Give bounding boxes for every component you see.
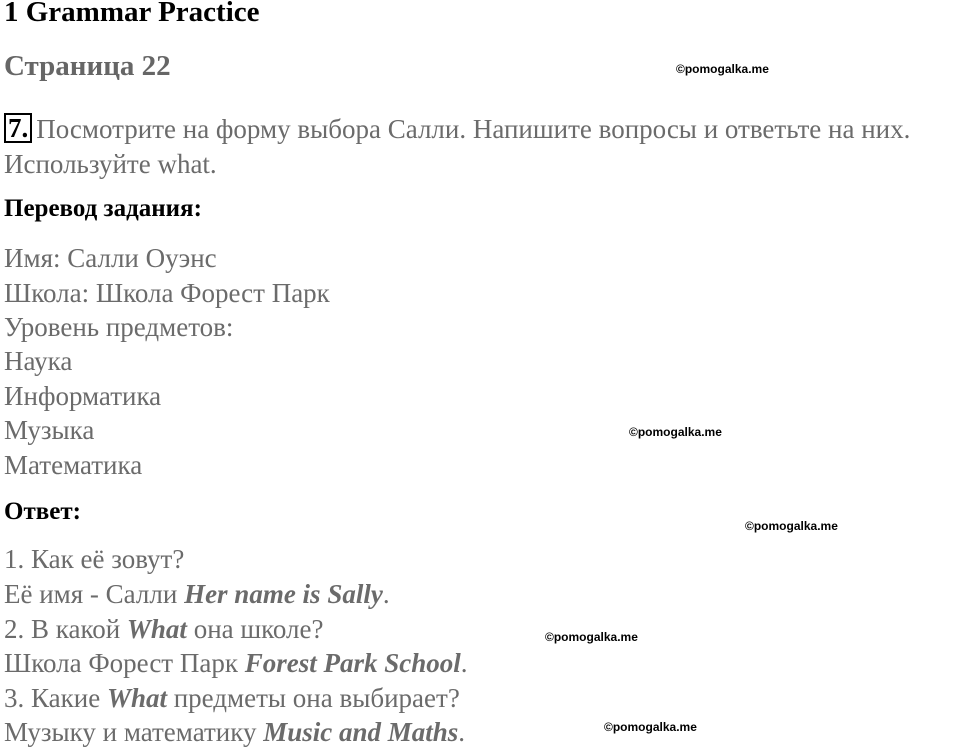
page-number: Страница 22 [4,50,171,82]
page-title: 1 Grammar Practice [4,0,260,28]
task-number: 7. [4,113,32,143]
translation-line: Наука [4,346,73,376]
task-instruction: Посмотрите на форму выбора Салли. Напишите вопросы и ответьте на них. Используйте what. [4,114,911,179]
watermark: ©pomogalka.me [629,425,722,439]
translation-line: Математика [4,450,143,480]
answer-line: Её имя - Салли Her name is Sally. [4,579,390,609]
translation-line: Уровень предметов: [4,312,234,342]
answer-line: Музыку и математику Music and Maths. [4,717,466,747]
english-answer: What [106,683,167,713]
translation-line: Школа: Школа Форест Парк [4,278,330,308]
answer-line: 3. Какие What предметы она выбирает? [4,683,460,713]
answer-line: Школа Форест Парк Forest Park School. [4,648,468,678]
translation-line: Имя: Салли Оуэнс [4,243,217,273]
english-answer: What [126,614,187,644]
watermark: ©pomogalka.me [676,62,769,76]
english-answer: Music and Maths [263,717,459,747]
answer-line: 2. В какой What она школе? [4,614,324,644]
answer-line: 1. Как её зовут? [4,544,185,574]
answer-heading: Ответ: [4,498,81,525]
translation-line: Информатика [4,381,162,411]
translation-heading: Перевод задания: [4,195,202,222]
watermark: ©pomogalka.me [545,630,638,644]
english-answer: Her name is Sally [184,579,383,609]
english-answer: Forest Park School [244,648,461,678]
translation-line: Музыка [4,415,95,445]
task-text [4,112,959,182]
watermark: ©pomogalka.me [745,519,838,533]
watermark: ©pomogalka.me [604,720,697,734]
